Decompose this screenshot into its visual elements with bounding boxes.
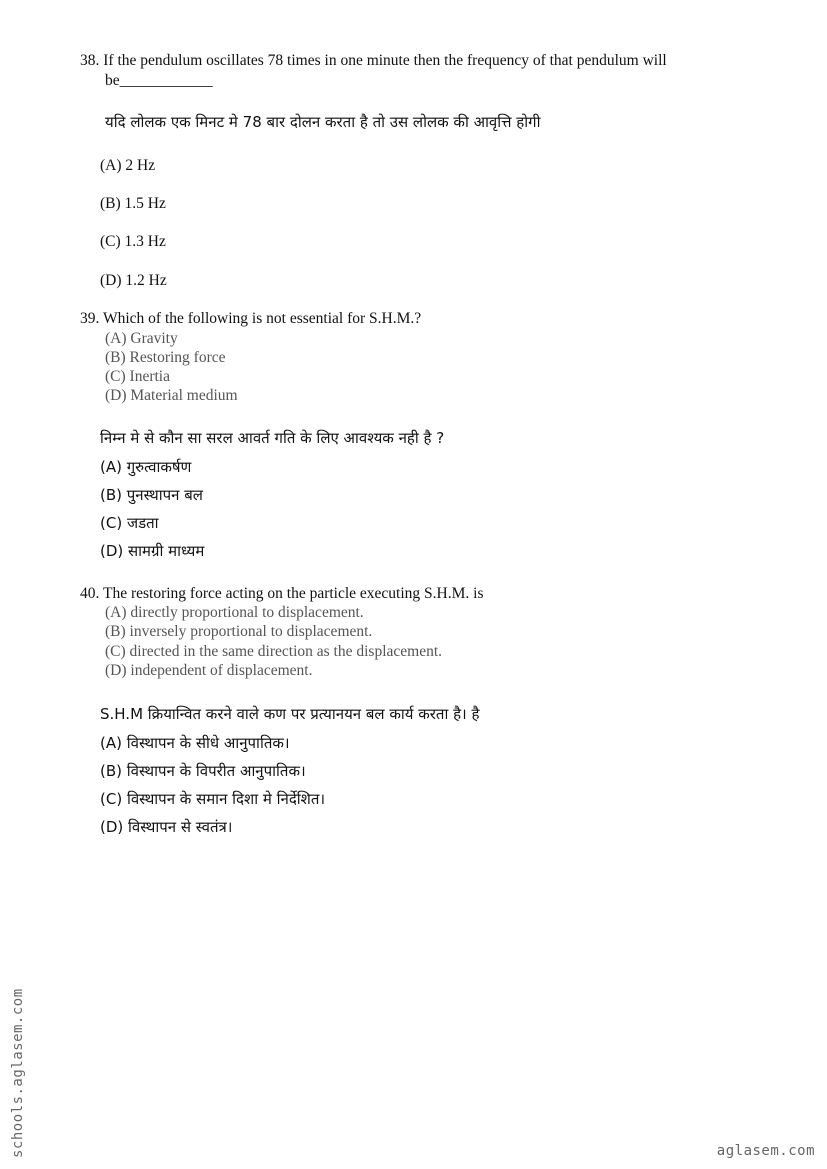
q38-question: If the pendulum oscillates 78 times in one minute then the frequency of that pendulum will [103,52,667,69]
q40-question: The restoring force acting on the particle executing S.H.M. is [102,585,484,602]
q39-option-en-a: (A) Gravity [105,330,178,347]
q39-number: 39. [80,310,100,327]
q39-option-en-b: (B) Restoring force [105,349,226,366]
q39-option-hi-c: (C) जडता [100,514,159,532]
q40-option-hi-b: (B) विस्थापन के विपरीत आनुपातिक। [100,762,306,780]
q40-hindi: S.H.M क्रियान्वित करने वाले कण पर प्रत्यानयन बल कार्य करता है। है [100,705,480,723]
q40-option-hi-c: (C) विस्थापन के समान दिशा मे निर्देशित। [100,790,326,808]
q40-option-en-d: (D) independent of displacement. [105,662,313,679]
q40-option-en-c: (C) directed in the same direction as the displacement. [105,643,443,660]
q39-question: Which of the following is not essential for S.H.M.? [102,310,422,327]
q38-option-a: (A) 2 Hz [100,157,156,174]
bottom-watermark: aglasem.com [716,1143,815,1159]
q38-text-line2: be____________ [105,72,213,89]
q40-text [80,584,483,604]
q38-hindi: यदि लोलक एक मिनट मे 78 बार दोलन करता है तो उस लोलक की आवृत्ति होगी [105,113,541,131]
q39-option-hi-a: (A) गुरुत्वाकर्षण [100,458,192,476]
q39-option-hi-d: (D) सामग्री माध्यम [100,542,205,560]
q39-option-hi-b: (B) पुनस्थापन बल [100,486,203,504]
q38-number: 38. [80,52,100,69]
q38-text-line1 [80,51,667,71]
q39-option-en-c: (C) Inertia [105,368,170,385]
q38-option-c: (C) 1.3 Hz [100,233,166,250]
q38-option-b: (B) 1.5 Hz [100,195,166,212]
q40-number: 40. [80,585,100,602]
q39-text [80,309,421,329]
q40-option-en-b: (B) inversely proportional to displacement. [105,623,373,640]
q40-option-hi-d: (D) विस्थापन से स्वतंत्र। [100,818,233,836]
q38-option-d: (D) 1.2 Hz [100,272,167,289]
side-watermark: schools.aglasem.com [10,988,26,1158]
q39-option-en-d: (D) Material medium [105,387,238,404]
q40-option-hi-a: (A) विस्थापन के सीधे आनुपातिक। [100,734,290,752]
q39-hindi: निम्न मे से कौन सा सरल आवर्त गति के लिए आवश्यक नही है ? [100,429,445,447]
q40-option-en-a: (A) directly proportional to displacement. [105,604,364,621]
